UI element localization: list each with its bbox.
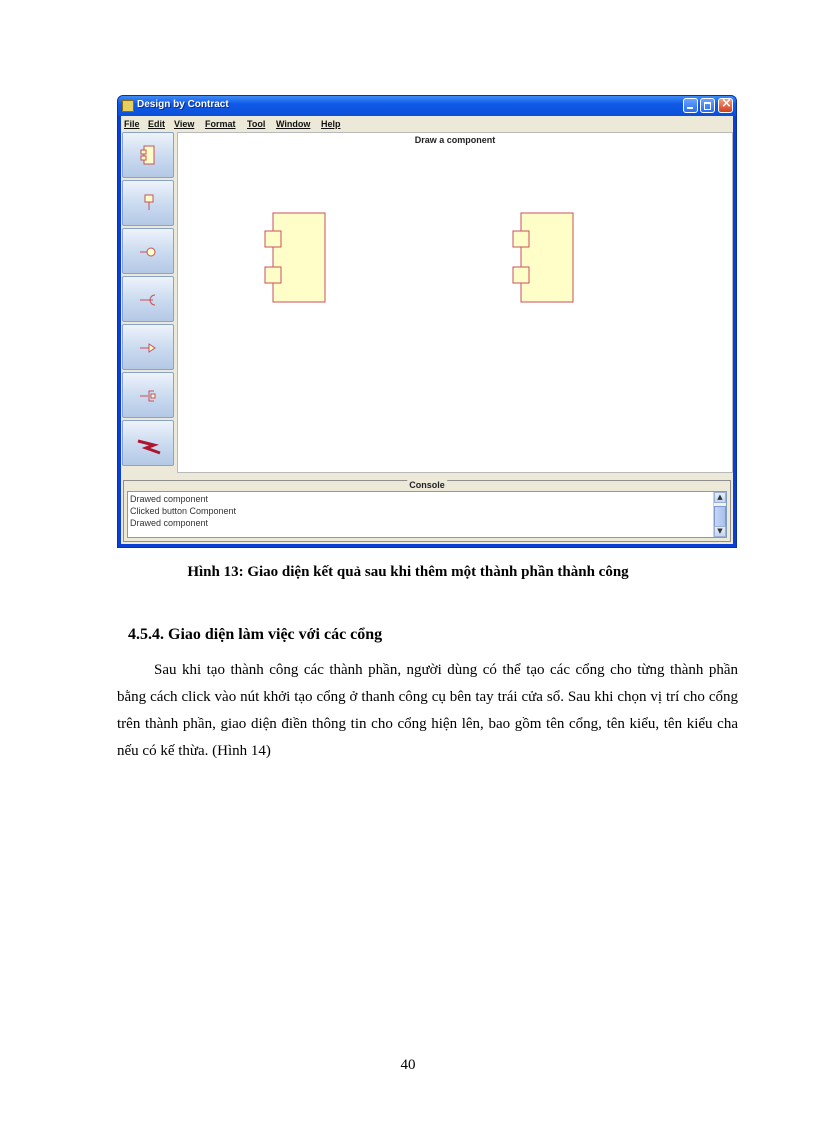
console-output[interactable] [127,491,727,538]
window-title: Design by Contract [137,99,229,110]
console-line: Clicked button Component [130,506,237,516]
component-tool-icon [136,143,162,169]
figure-caption: Hình 13: Giao diện kết quả sau khi thêm một thành phần thành công [187,564,629,580]
console-scrollbar[interactable] [713,492,726,537]
menu-bar [121,116,733,132]
client-area [121,132,733,544]
close-button[interactable] [718,98,733,113]
menu-view[interactable]: View [174,119,195,129]
component-2[interactable] [513,213,573,302]
connector-tool-button[interactable] [122,420,174,466]
provided-port-tool-icon [136,191,162,217]
scroll-thumb[interactable] [714,506,726,528]
component-1-port-2[interactable] [265,267,281,283]
provided-interface-tool-button[interactable] [122,228,174,274]
menu-format[interactable]: Format [205,119,236,129]
console-frame [123,480,731,542]
component-tool-button[interactable] [122,132,174,178]
console-label: Console [409,480,445,490]
menu-edit[interactable]: Edit [148,119,165,129]
canvas-title: Draw a component [414,135,496,145]
menu-window[interactable]: Window [276,119,311,129]
body-paragraph: Sau khi tạo thành công các thành phần, người dùng có thể tạo các cổng cho từng thành phần bằng cách click vào nút khởi tạo cổng ở thanh công cụ bên tay trái cửa sổ. Sau khi chọn vị trí cho cổng trên thành phần, giao diện điền thông tin cho cổng hiện lên, bao gồm tên cổng, tên kiểu, tên kiểu cha nếu có kế thừa. (Hình 14) [117,662,738,759]
component-1-port-1[interactable] [265,231,281,247]
required-port-tool-button[interactable] [122,372,174,418]
drawing-canvas[interactable] [177,132,733,473]
app-icon [122,100,134,112]
scroll-up-icon[interactable]: ▲ [714,492,726,503]
provided-port-tool-button[interactable] [122,180,174,226]
section-heading: 4.5.4. Giao diện làm việc với các cổng [128,626,383,643]
page-number: 40 [400,1057,416,1073]
maximize-button[interactable] [700,98,715,113]
menu-help[interactable]: Help [321,119,341,129]
required-interface-tool-icon [136,287,162,313]
menu-file[interactable]: File [124,119,140,129]
minimize-button[interactable] [683,98,698,113]
scroll-down-icon[interactable]: ▼ [714,526,726,537]
tool-palette [121,132,176,473]
component-2-port-1[interactable] [513,231,529,247]
title-bar[interactable] [118,96,736,116]
app-window [117,95,737,548]
delegation-arrow-tool-button[interactable] [122,324,174,370]
delegation-arrow-tool-icon [136,335,162,361]
console-lines [130,493,236,529]
console-line: Drawed component [130,494,209,504]
required-port-tool-icon [136,383,162,409]
console-line: Drawed component [130,518,209,528]
connector-tool-icon [136,431,162,457]
component-2-port-2[interactable] [513,267,529,283]
console-panel [123,475,731,542]
menu-tool[interactable]: Tool [247,119,266,129]
component-1[interactable] [265,213,325,302]
provided-interface-tool-icon [136,239,162,265]
required-interface-tool-button[interactable] [122,276,174,322]
